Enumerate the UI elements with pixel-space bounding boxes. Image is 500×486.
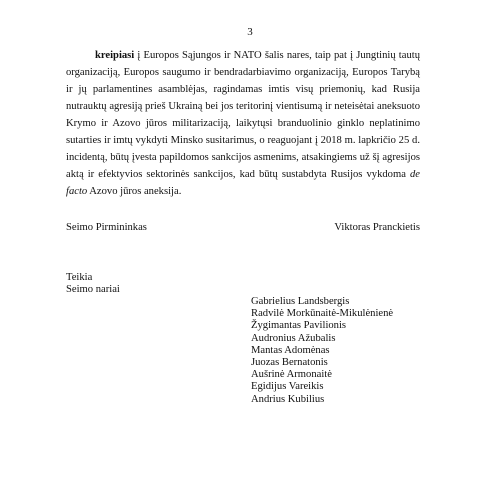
member-name: Egidijus Vareikis (251, 381, 324, 393)
signature-title: Seimo Pirmininkas (66, 222, 147, 233)
presented-block (66, 272, 120, 296)
paragraph-lead-word: kreipiasi (95, 50, 135, 61)
member-name: Aušrinė Armonaitė (251, 369, 332, 381)
page-number: 3 (247, 26, 253, 38)
resolution-paragraph (66, 47, 420, 200)
member-list (251, 296, 393, 406)
paragraph-body: į Europos Sąjungos ir NATO šalis nares, taip pat į Jungtinių tautų organizaciją, Europos saugumo ir bendradarbiavimo organizaciją, Europos Tarybą ir jų parlamentines asamblėjas, ragindamas imtis visų priemonių, kad Rusija nutrauktų agresiją prieš Ukrainą bei jos teritorinį vientisumą ir neteisėtai aneksuoto Krymo ir Azovo jūros militarizaciją, laikytųsi branduolinio ginklo neplatinimo sutarties ir imtų vykdyti Minsko susitarimus, o reaguojant į 2018 m. lapkričio 25 d. incidentą, būtų įvesta papildomos sankcijos asmenims, atsakingiems už šį agresijos aktą ir efektyvios sektorinės sankcijos, kad būtų sustabdyta Rusijos vykdoma (66, 50, 420, 180)
paragraph-italic-term: de facto (66, 169, 420, 197)
member-name: Radvilė Morkūnaitė-Mikulėnienė (251, 308, 394, 320)
paragraph-ending: Azovo jūros aneksija. (87, 186, 182, 197)
member-name: Audronius Ažubalis (251, 332, 336, 344)
member-name: Gabrielius Landsbergis (251, 296, 350, 307)
member-name: Žygimantas Pavilionis (251, 320, 347, 332)
presented-by: Seimo nariai (66, 284, 120, 295)
signature-name: Viktoras Pranckietis (334, 222, 420, 233)
member-name: Andrius Kubilius (251, 393, 325, 405)
presented-label: Teikia (66, 272, 93, 283)
member-name: Mantas Adomėnas (251, 344, 330, 356)
member-name: Juozas Bernatonis (251, 357, 328, 369)
